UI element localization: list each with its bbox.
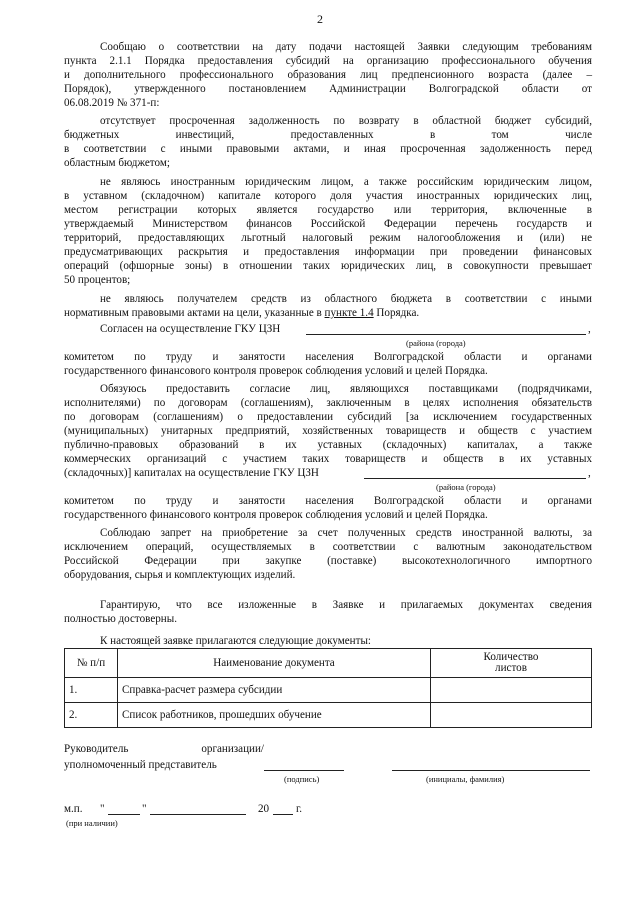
p7-line-4: оборудования, сырья и комплектующих изделий. bbox=[64, 569, 296, 581]
p1-line-3: и дополнительного профессионального образования лиц предпенсионного возраста (далее – bbox=[64, 69, 592, 81]
signer-label-2: уполномоченный представитель bbox=[64, 759, 217, 771]
p6-line-6: коммерческих организаций с участием таких товариществ и обществ в их уставных bbox=[64, 453, 592, 465]
col-header-number: № п/п bbox=[65, 649, 118, 678]
row-doc-name: Список работников, прошедших обучение bbox=[118, 703, 431, 728]
p3-line-2: в уставном (складочном) капитале которого доля участия иностранных юридических лиц, bbox=[64, 190, 592, 202]
punkt-1-4-link[interactable]: пункте 1.4 bbox=[324, 307, 374, 319]
p4-line-2: нормативным правовыми актами на цели, указанные в пункте 1.4 Порядка. bbox=[64, 307, 420, 319]
p5-line-1: Согласен на осуществление ГКУ ЦЗН bbox=[100, 323, 281, 335]
date-quote-open: " bbox=[100, 803, 105, 815]
col-header-pages: Количество листов bbox=[431, 649, 592, 678]
p3-line-3: местом регистрации которых является государство или территория, включенные в bbox=[64, 204, 592, 216]
row-number: 1. bbox=[65, 678, 118, 703]
p6-line-4: (муниципальных) унитарных предприятий, хозяйственных товариществ и обществ с участием bbox=[64, 425, 592, 437]
p1-line-4: Порядок), утвержденного постановлением Администрации Волгоградской области от bbox=[64, 83, 592, 95]
year-suffix: г. bbox=[296, 803, 303, 815]
signer-label-1: Руководитель организации/ bbox=[64, 743, 264, 755]
name-caption: (инициалы, фамилия) bbox=[426, 774, 505, 784]
p2-line-3: в соответствии с иными правовыми актами, и иная просроченная задолженность перед bbox=[64, 143, 592, 155]
p3-line-4: утверждаемый Министерством финансов Российской Федерации перечень государств и bbox=[64, 218, 592, 230]
p6-comma: , bbox=[588, 467, 591, 479]
stamp-caption: (при наличии) bbox=[66, 818, 118, 828]
table-header-row bbox=[65, 649, 592, 678]
day-blank[interactable] bbox=[108, 814, 140, 815]
documents-table bbox=[64, 648, 592, 728]
row-pages[interactable] bbox=[431, 678, 592, 703]
district-blank-1[interactable] bbox=[306, 334, 586, 335]
p1-line-2: пункта 2.1.1 Порядка предоставления субсидий на организацию профессионального обучения bbox=[64, 55, 592, 67]
row-number: 2. bbox=[65, 703, 118, 728]
p6-line-2: исполнителями) по договорам (соглашениям), заключенным в целях исполнения обязательств bbox=[64, 397, 592, 409]
page-number: 2 bbox=[317, 12, 323, 26]
row-doc-name: Справка-расчет размера субсидии bbox=[118, 678, 431, 703]
p7-line-3: Российской Федерации при закупке (поставке) высокотехнологичного импортного bbox=[64, 555, 592, 567]
p6-line-3: по договорам (соглашениям) о предоставлении субсидий [за исключением государственных bbox=[64, 411, 592, 423]
month-blank[interactable] bbox=[150, 814, 246, 815]
date-quote-close: " bbox=[142, 803, 147, 815]
p8-line-1: Гарантирую, что все изложенные в Заявке и прилагаемых документах сведения bbox=[100, 599, 592, 611]
p6-line-8: комитетом по труду и занятости населения Волгоградской области и органами bbox=[64, 495, 592, 507]
p8-line-2: полностью достоверны. bbox=[64, 613, 177, 625]
p3-line-7: операций (офшорные зоны) в отношении таких юридических лиц, в совокупности превышает bbox=[64, 260, 592, 272]
district-caption-2: (района (города) bbox=[436, 482, 496, 492]
district-blank-2[interactable] bbox=[364, 478, 586, 479]
p2-line-2: бюджетных инвестиций, предоставленных в том числе bbox=[64, 129, 592, 141]
name-line[interactable] bbox=[392, 770, 590, 771]
p2-line-1: отсутствует просроченная задолженность по возврату в областной бюджет субсидий, bbox=[100, 115, 592, 127]
p5-comma: , bbox=[588, 323, 591, 335]
row-pages[interactable] bbox=[431, 703, 592, 728]
p3-line-5: территорий, предоставляющих льготный налоговый режим налогообложения и (или) не bbox=[64, 232, 592, 244]
stamp-mp: м.п. bbox=[64, 803, 83, 815]
signature-line[interactable] bbox=[264, 770, 344, 771]
attachments-heading: К настоящей заявке прилагаются следующие документы: bbox=[100, 635, 371, 647]
year-blank[interactable] bbox=[273, 814, 293, 815]
p4-line-1: не являюсь получателем средств из областного бюджета в соответствии с иными bbox=[100, 293, 592, 305]
year-prefix: 20 bbox=[258, 803, 270, 815]
p3-line-1: не являюсь иностранным юридическим лицом, а также российским юридическим лицом, bbox=[100, 176, 592, 188]
p6-line-5: публично-правовых образований в их уставных (складочных) капиталах, а также bbox=[64, 439, 592, 451]
p5-line-2: комитетом по труду и занятости населения Волгоградской области и органами bbox=[64, 351, 592, 363]
table-row bbox=[65, 678, 592, 703]
p1-line-1: Сообщаю о соответствии на дату подачи настоящей Заявки следующим требованиям bbox=[100, 41, 592, 53]
p6-line-7: (складочных)] капиталах на осуществление ГКУ ЦЗН bbox=[64, 467, 319, 479]
signature-caption: (подпись) bbox=[284, 774, 320, 784]
p1-line-5: 06.08.2019 № 371-п: bbox=[64, 97, 160, 109]
p6-line-1: Обязуюсь предоставить согласие лиц, являющихся поставщиками (подрядчиками, bbox=[100, 383, 592, 395]
p3-line-6: предусматривающих раскрытия и предоставления информации при проведении финансовых bbox=[64, 246, 592, 258]
p7-line-2: исключением операций, осуществляемых в соответствии с валютным законодательством bbox=[64, 541, 592, 553]
p3-line-8: 50 процентов; bbox=[64, 274, 131, 286]
p6-line-9: государственного финансового контроля проверок соблюдения условий и целей Порядка. bbox=[64, 509, 488, 521]
table-row bbox=[65, 703, 592, 728]
p7-line-1: Соблюдаю запрет на приобретение за счет полученных средств иностранной валюты, за bbox=[100, 527, 592, 539]
p2-line-4: областным бюджетом; bbox=[64, 157, 170, 169]
p5-line-3: государственного финансового контроля проверок соблюдения условий и целей Порядка. bbox=[64, 365, 488, 377]
col-header-doc-name: Наименование документа bbox=[118, 649, 431, 678]
district-caption-1: (района (города) bbox=[406, 338, 466, 348]
